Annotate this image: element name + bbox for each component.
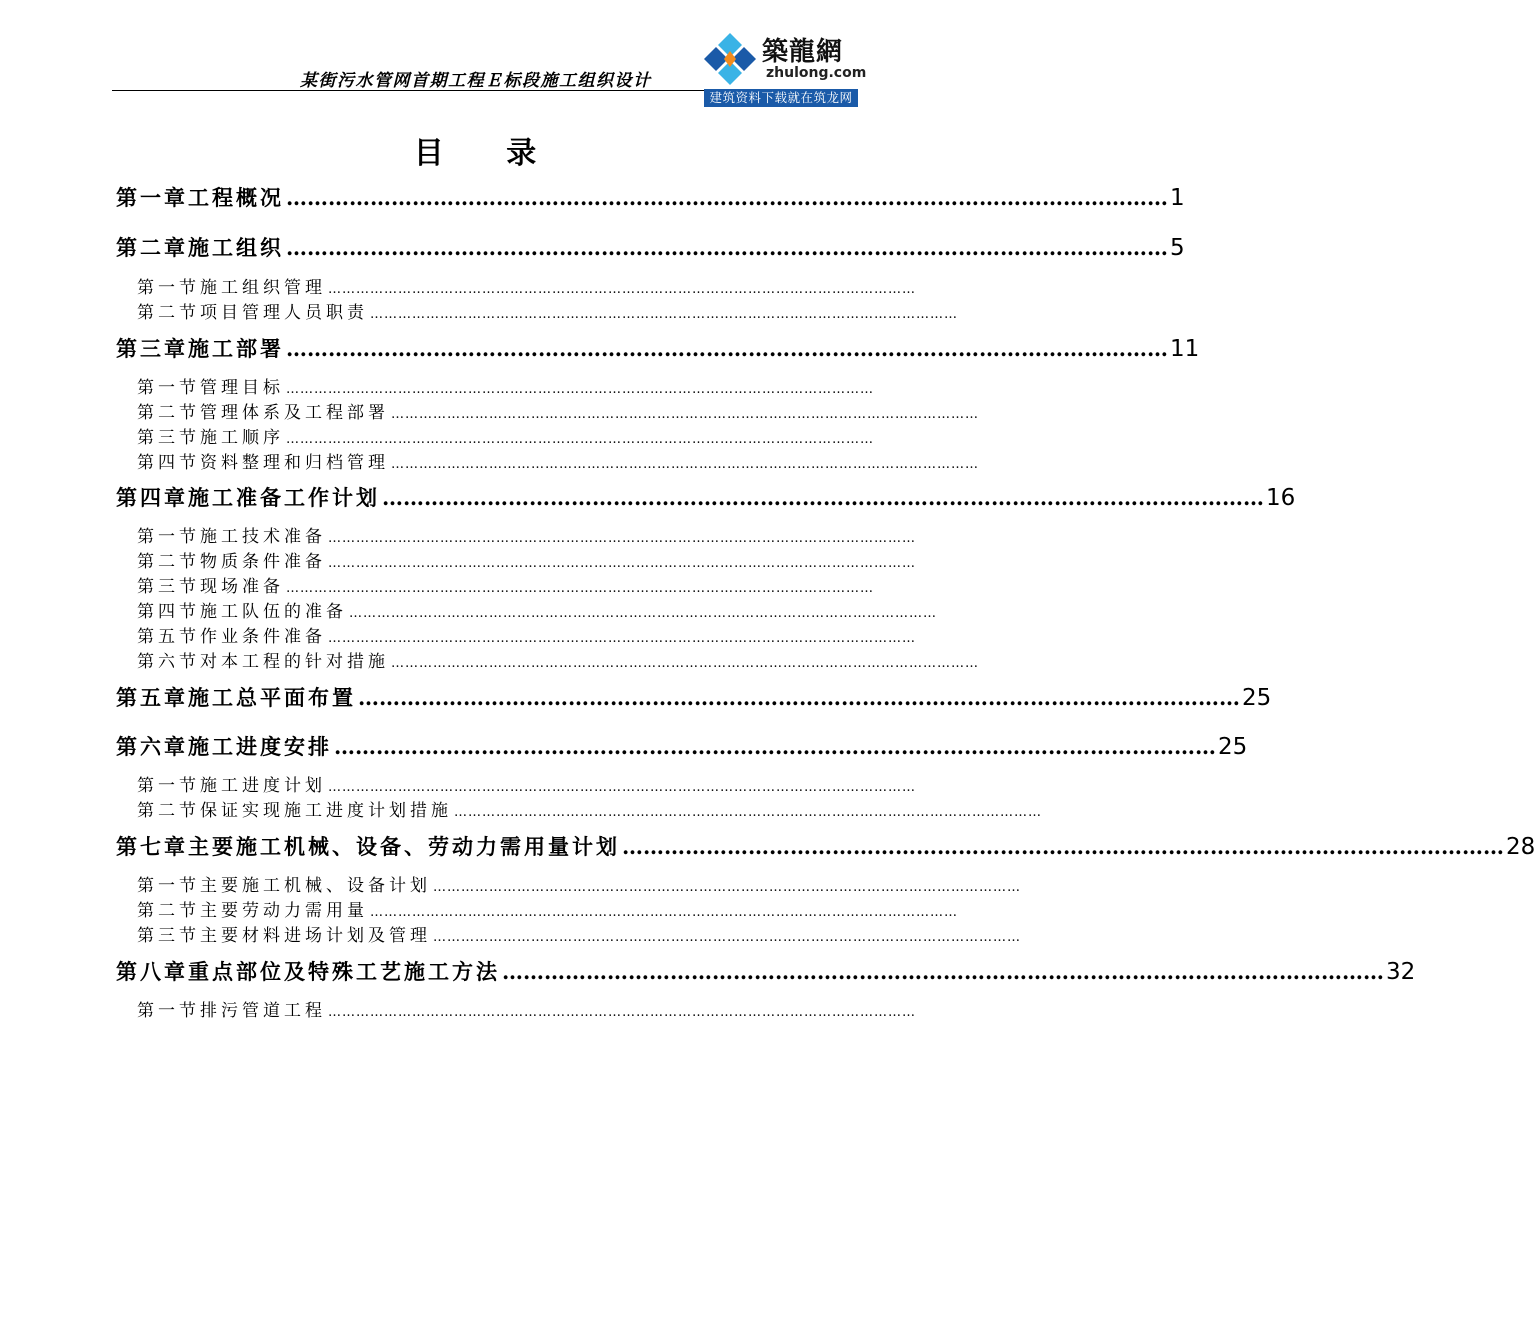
toc-section-row: [137, 398, 979, 423]
section-title: 施工进度计划: [200, 776, 326, 796]
toc-section-row: [137, 796, 1042, 821]
section-title: 保证实现施工进度计划措施: [200, 801, 452, 821]
section-title: 施工组织管理: [200, 278, 326, 298]
dot-leader: ………………………………………………………………………………………………………………: [502, 959, 1384, 984]
section-number: 第一节: [137, 527, 200, 547]
toc-section-row: [137, 771, 916, 796]
section-number: 第三节: [137, 428, 200, 448]
section-title: 资料整理和归档管理: [200, 453, 389, 473]
toc-chapter-row: [116, 956, 1416, 988]
dot-leader: ………………………………………………………………………………………………………………: [328, 631, 916, 646]
section-number: 第四节: [137, 602, 200, 622]
toc-section-row: [137, 597, 937, 622]
chapter-number: 第四章: [116, 485, 188, 510]
section-title: 施工顺序: [200, 428, 284, 448]
toc-section-row: [137, 622, 916, 647]
section-number: 第二节: [137, 552, 200, 572]
chapter-number: 第八章: [116, 959, 188, 984]
chapter-number: 第五章: [116, 685, 188, 710]
toc-section-row: [137, 921, 1021, 946]
dot-leader: ………………………………………………………………………………………………………………: [328, 1005, 916, 1020]
section-title: 项目管理人员职责: [200, 303, 368, 323]
chapter-title: 施工部署: [188, 336, 284, 361]
chapter-number: 第三章: [116, 336, 188, 361]
section-title: 现场准备: [200, 577, 284, 597]
chapter-page-number: 25: [1218, 734, 1248, 760]
toc-chapter-row: [116, 333, 1200, 365]
section-number: 第五节: [137, 627, 200, 647]
dot-leader: ………………………………………………………………………………………………………………: [454, 805, 1042, 820]
section-number: 第一节: [137, 776, 200, 796]
dot-leader: ………………………………………………………………………………………………………………: [370, 905, 958, 920]
dot-leader: ………………………………………………………………………………………………………………: [382, 485, 1264, 510]
dot-leader: ………………………………………………………………………………………………………………: [328, 531, 916, 546]
dot-leader: ………………………………………………………………………………………………………………: [433, 930, 1021, 945]
toc-section-row: [137, 448, 979, 473]
chapter-title: 施工准备工作计划: [188, 485, 380, 510]
dot-leader: ………………………………………………………………………………………………………………: [349, 606, 937, 621]
section-title: 作业条件准备: [200, 627, 326, 647]
dot-leader: ………………………………………………………………………………………………………………: [328, 282, 916, 297]
toc-section-row: [137, 896, 958, 921]
chapter-page-number: 32: [1386, 959, 1416, 985]
toc-title: 目 录: [413, 136, 563, 171]
chapter-title: 施工总平面布置: [188, 685, 356, 710]
section-number: 第一节: [137, 278, 200, 298]
chapter-page-number: 5: [1170, 235, 1185, 261]
section-number: 第一节: [137, 876, 200, 896]
dot-leader: ………………………………………………………………………………………………………………: [286, 336, 1168, 361]
section-title: 管理体系及工程部署: [200, 403, 389, 423]
chapter-page-number: 25: [1242, 685, 1272, 711]
section-number: 第六节: [137, 652, 200, 672]
dot-leader: ………………………………………………………………………………………………………………: [328, 556, 916, 571]
chapter-page-number: 28: [1506, 834, 1535, 860]
section-title: 物质条件准备: [200, 552, 326, 572]
dot-leader: ………………………………………………………………………………………………………………: [334, 734, 1216, 759]
dot-leader: ………………………………………………………………………………………………………………: [358, 685, 1240, 710]
toc-chapter-row: [116, 232, 1185, 264]
dot-leader: ………………………………………………………………………………………………………………: [286, 382, 874, 397]
section-number: 第二节: [137, 403, 200, 423]
toc-chapter-row: [116, 682, 1272, 714]
section-number: 第三节: [137, 577, 200, 597]
chapter-title: 施工组织: [188, 235, 284, 260]
section-title: 主要施工机械、设备计划: [200, 876, 431, 896]
section-title: 主要劳动力需用量: [200, 901, 368, 921]
dot-leader: ………………………………………………………………………………………………………………: [286, 235, 1168, 260]
dot-leader: ………………………………………………………………………………………………………………: [286, 432, 874, 447]
dot-leader: ………………………………………………………………………………………………………………: [328, 780, 916, 795]
chapter-title: 施工进度安排: [188, 734, 332, 759]
chapter-number: 第七章: [116, 834, 188, 859]
chapter-number: 第六章: [116, 734, 188, 759]
chapter-page-number: 1: [1170, 185, 1185, 211]
toc-section-row: [137, 871, 1021, 896]
section-number: 第一节: [137, 378, 200, 398]
chapter-number: 第一章: [116, 185, 188, 210]
toc-section-row: [137, 522, 916, 547]
section-number: 第四节: [137, 453, 200, 473]
toc-section-row: [137, 547, 916, 572]
section-title: 对本工程的针对措施: [200, 652, 389, 672]
dot-leader: ………………………………………………………………………………………………………………: [391, 407, 979, 422]
document-header-title: 某街污水管网首期工程Ｅ标段施工组织设计: [300, 71, 652, 91]
dot-leader: ………………………………………………………………………………………………………………: [433, 880, 1021, 895]
chapter-title: 重点部位及特殊工艺施工方法: [188, 959, 500, 984]
toc-section-row: [137, 273, 916, 298]
toc-chapter-row: [116, 831, 1535, 863]
dot-leader: ………………………………………………………………………………………………………………: [286, 581, 874, 596]
toc-section-row: [137, 423, 874, 448]
section-title: 施工技术准备: [200, 527, 326, 547]
toc-chapter-row: [116, 182, 1185, 214]
dot-leader: ………………………………………………………………………………………………………………: [286, 185, 1168, 210]
section-title: 施工队伍的准备: [200, 602, 347, 622]
toc-chapter-row: [116, 731, 1248, 763]
chapter-number: 第二章: [116, 235, 188, 260]
section-title: 管理目标: [200, 378, 284, 398]
section-title: 主要材料进场计划及管理: [200, 926, 431, 946]
chapter-page-number: 11: [1170, 336, 1200, 362]
section-title: 排污管道工程: [200, 1001, 326, 1021]
section-number: 第二节: [137, 901, 200, 921]
section-number: 第三节: [137, 926, 200, 946]
logo-chinese-name: 築龍網: [762, 37, 844, 67]
chapter-title: 主要施工机械、设备、劳动力需用量计划: [188, 834, 620, 859]
section-number: 第一节: [137, 1001, 200, 1021]
toc-section-row: [137, 996, 916, 1021]
dot-leader: ………………………………………………………………………………………………………………: [370, 307, 958, 322]
toc-section-row: [137, 373, 874, 398]
chapter-page-number: 16: [1266, 485, 1296, 511]
toc-section-row: [137, 298, 958, 323]
toc-chapter-row: [116, 482, 1296, 514]
logo-slogan-banner: 建筑资料下载就在筑龙网: [704, 89, 858, 107]
dot-leader: ………………………………………………………………………………………………………………: [391, 457, 979, 472]
toc-section-row: [137, 572, 874, 597]
dot-leader: ………………………………………………………………………………………………………………: [391, 656, 979, 671]
logo-domain: zhulong.com: [766, 65, 867, 81]
toc-section-row: [137, 647, 979, 672]
chapter-title: 工程概况: [188, 185, 284, 210]
section-number: 第二节: [137, 801, 200, 821]
section-number: 第二节: [137, 303, 200, 323]
dot-leader: ………………………………………………………………………………………………………………: [622, 834, 1504, 859]
